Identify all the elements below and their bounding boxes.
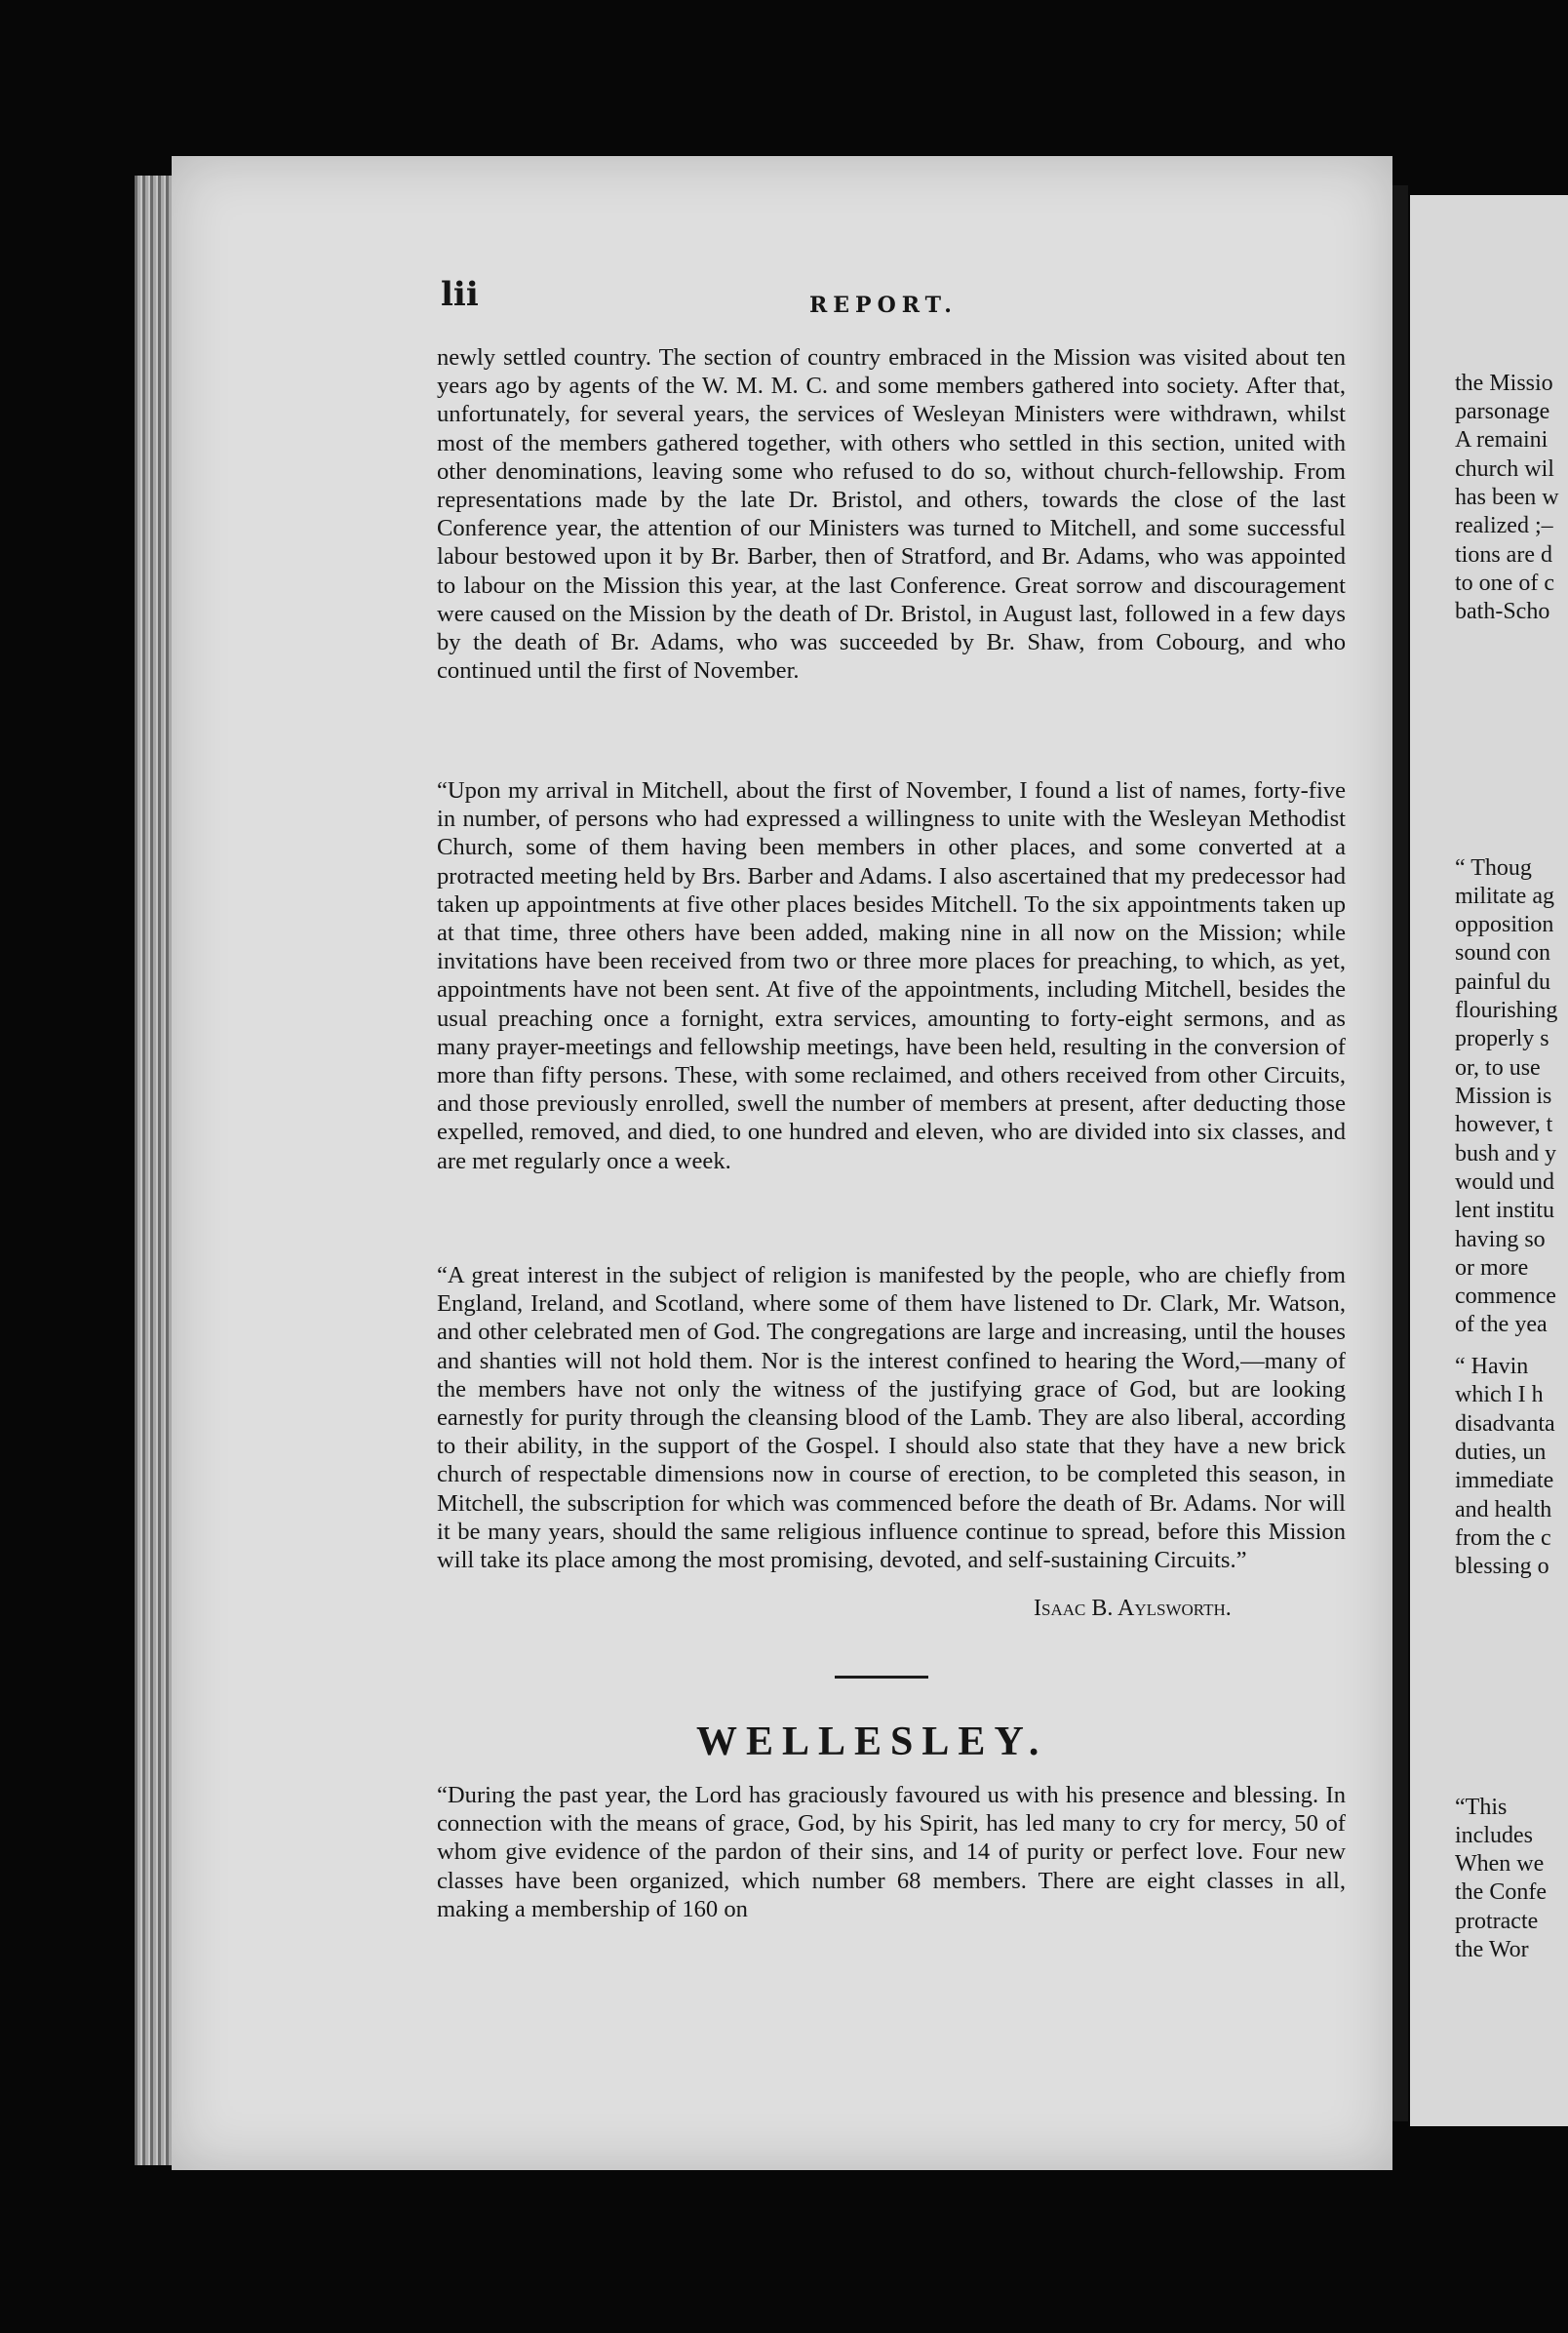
facing-page-line: bath-Scho: [1455, 599, 1550, 624]
facing-page-line: parsonage: [1455, 399, 1550, 424]
facing-page-line: disadvanta: [1455, 1411, 1555, 1437]
facing-page-line: flourishing: [1455, 998, 1558, 1023]
page-number: lii: [441, 275, 479, 314]
facing-page-line: has been w: [1455, 485, 1559, 510]
facing-page-line: When we: [1455, 1851, 1545, 1877]
facing-page-line: militate ag: [1455, 884, 1554, 909]
facing-page-line: A remaini: [1455, 427, 1548, 453]
paragraph-aylsworth-arrival: “Upon my arrival in Mitchell, about the first of November, I found a list of names, forty-five in number, of persons who had expressed a willingness to unite with the Wesleyan Methodist Church, some of them having been members in other places, and some converted at a protracted meeting held by Brs. Barber and Adams. I also ascertained that my predecessor had taken up appointments at five other places besides Mitchell. To the six appointments taken up at that time, three others have been added, making nine in all now on the Mission; while invitations have been received from two or three more places for preaching, to which, as yet, appointments have not been sent. At five of the appointments, including Mitchell, besides the usual preaching once a fornight, extra services, amounting to forty-eight sermons, and as many prayer-meetings and fellowship meetings, have been held, resulting in the conversion of more than fifty persons. These, with some reclaimed, and others received from other Circuits, and those previously enrolled, swell the number of members at present, after deducting those expelled, removed, and died, to one hundred and eleven, who are divided into six classes, and are met regularly once a week.: [437, 777, 1346, 1174]
facing-page-line: includes: [1455, 1823, 1533, 1848]
facing-page-line: which I h: [1455, 1382, 1544, 1407]
facing-page-line: however, t: [1455, 1112, 1553, 1137]
facing-page-line: the Wor: [1455, 1937, 1529, 1962]
facing-page-line: from the c: [1455, 1525, 1551, 1551]
facing-page-line: “ Thoug: [1455, 855, 1532, 881]
signature: Isaac B. Aylsworth.: [1034, 1596, 1232, 1621]
facing-page-line: and health: [1455, 1497, 1552, 1522]
facing-page-line: would und: [1455, 1169, 1554, 1195]
facing-page-line: or more: [1455, 1255, 1529, 1281]
facing-page-line: to one of c: [1455, 571, 1554, 596]
facing-page-line: the Confe: [1455, 1879, 1547, 1905]
facing-page-line: bush and y: [1455, 1141, 1556, 1166]
facing-page-line: commence: [1455, 1284, 1556, 1309]
facing-page-line: “This: [1455, 1795, 1508, 1820]
facing-page-line: sound con: [1455, 940, 1550, 966]
facing-page-line: or, to use: [1455, 1055, 1541, 1081]
facing-page-line: having so: [1455, 1227, 1546, 1252]
facing-page-line: opposition: [1455, 912, 1554, 937]
facing-page-line: lent institu: [1455, 1198, 1554, 1223]
facing-page-line: immediate: [1455, 1468, 1554, 1493]
facing-page-line: blessing o: [1455, 1554, 1549, 1579]
facing-page-line: properly s: [1455, 1026, 1549, 1051]
paragraph-wellesley: “During the past year, the Lord has graciously favoured us with his presence and blessing. In connection with the means of grace, God, by his Spirit, has led many to cry for mercy, 50 of whom give evidence of the pardon of their sins, and 14 of purity or perfect love. Four new classes have been organized, which number 68 members. There are eight classes in all, making a membership of 160 on: [437, 1782, 1346, 1922]
paragraph-mitchell-intro: newly settled country. The section of country embraced in the Mission was visited about ten years ago by agents of the W. M. M. C. and some members gathered into society. After that, unfortunately, for several years, the services of Wesleyan Ministers were withdrawn, whilst most of the members gathered together, with others who settled in this section, united with other denominations, leaving some who refused to do so, without church-fellowship. From representations made by the late Dr. Bristol, and others, towards the close of the last Conference year, the attention of our Ministers was turned to Mitchell, and some successful labour bestowed upon it by Br. Barber, then of Stratford, and Br. Adams, who was appointed to labour on the Mission this year, at the last Conference. Great sorrow and discouragement were caused on the Mission by the death of Dr. Bristol, in August last, followed in a few days by the death of Br. Adams, who was succeeded by Br. Shaw, from Cobourg, and who continued until the first of November.: [437, 344, 1346, 685]
book-gutter: [1392, 185, 1408, 2121]
running-head: REPORT.: [809, 293, 958, 318]
section-title: WELLESLEY.: [696, 1720, 1048, 1764]
facing-page-line: protracte: [1455, 1909, 1539, 1934]
facing-page-line: church wil: [1455, 456, 1554, 482]
facing-page-line: duties, un: [1455, 1440, 1547, 1465]
facing-page-line: painful du: [1455, 969, 1550, 995]
facing-page-line: “ Havin: [1455, 1354, 1529, 1379]
paragraph-interest-in-religion: “A great interest in the subject of religion is manifested by the people, who are chiefly from England, Ireland, and Scotland, where some of them have listened to Dr. Clark, Mr. Watson, and other celebrated men of God. The congregations are large and increasing, until the houses and shanties will not hold them. Nor is the interest confined to hearing the Word,—many of the members have not only the witness of the justifying grace of God, but are looking earnestly for purity through the cleansing blood of the Lamb. They are also liberal, according to their ability, in the support of the Gospel. I should also state that they have a new brick church of respectable dimensions now in course of erection, to be completed this season, in Mitchell, the subscription for which was commenced before the death of Br. Adams. Nor will it be many years, should the same religious influence continue to spread, before this Mission will take its place among the most promising, devoted, and self-sustaining Circuits.”: [437, 1262, 1346, 1574]
facing-page-line: the Missio: [1455, 371, 1553, 396]
facing-page-line: of the yea: [1455, 1312, 1548, 1337]
facing-page: [1410, 195, 1568, 2126]
facing-page-line: realized ;–: [1455, 513, 1553, 538]
section-divider: [835, 1676, 928, 1679]
facing-page-line: Mission is: [1455, 1084, 1552, 1109]
facing-page-line: tions are d: [1455, 542, 1552, 568]
